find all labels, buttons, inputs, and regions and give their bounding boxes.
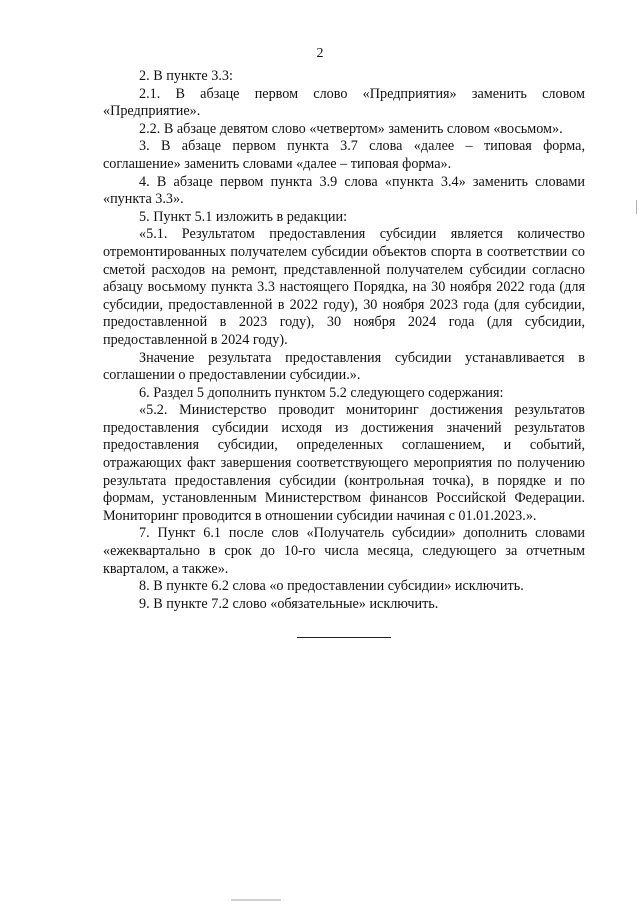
page-number: 2	[316, 46, 324, 61]
paragraph-item-5: 5. Пункт 5.1 изложить в редакции:	[139, 208, 348, 225]
paragraph-item-2: 2. В пункте 3.3:	[139, 68, 233, 84]
scan-margin-mark	[636, 200, 637, 214]
paragraph-item-6: 6. Раздел 5 дополнить пунктом 5.2 следующего содержания:	[139, 384, 504, 401]
scan-bottom-mark	[231, 899, 281, 901]
separator-line	[297, 637, 391, 638]
paragraph-quote-5-1: «5.1. Результатом предоставления субсидии является количество отремонтированных получателем субсидии объектов спорта в соответствии со сметой расходов на ремонт, представленной получателем субсидии согласно абзацу восьмому пункта 3.3 настоящего Порядка, на 30 ноября 2022 года (для субсидии, предоставленной в 2022 году), 30 ноября 2023 года (для субсидии, предоставленной в 2023 году), 30 ноября 2024 года (для субсидии, предоставленной в 2024 году).	[103, 226, 585, 348]
paragraph-quote-5-1-value: Значение результата предоставления субсидии устанавливается в соглашении о предоставлении субсидии.».	[103, 349, 585, 384]
paragraph-item-9: 9. В пункте 7.2 слово «обязательные» исключить.	[139, 595, 439, 612]
paragraph-quote-5-2: «5.2. Министерство проводит мониторинг достижения результатов предоставления субсидии исходя из достижения значений результатов предоставления субсидии, определенных соглашением, и событий, отражающих факт завершения соответствующего мероприятия по получению результата предоставления субсидии (контрольная точка), в порядке и по формам, установленным Министерством финансов Российской Федерации. Мониторинг проводится в отношении субсидии начиная с 01.01.2023.».	[103, 402, 585, 524]
paragraph-item-2-2: 2.2. В абзаце девятом слово «четвертом» заменить словом «восьмом».	[139, 120, 563, 137]
paragraph-item-8: 8. В пункте 6.2 слова «о предоставлении субсидии» исключить.	[139, 578, 524, 595]
paragraph-item-7: 7. Пункт 6.1 после слов «Получатель субсидии» дополнить словами «ежеквартально в срок до 10-го числа месяца, следующего за отчетным кварталом, а также».	[103, 525, 585, 577]
paragraph-item-2-1: 2.1. В абзаце первом слово «Предприятия» заменить словом «Предприятие».	[103, 85, 585, 120]
paragraph-item-4: 4. В абзаце первом пункта 3.9 слова «пункта 3.4» заменить словами «пункта 3.3».	[103, 173, 585, 208]
document-body	[103, 68, 585, 613]
paragraph-item-3: 3. В абзаце первом пункта 3.7 слова «далее – типовая форма, соглашение» заменить словами «далее – типовая форма».	[103, 138, 585, 172]
